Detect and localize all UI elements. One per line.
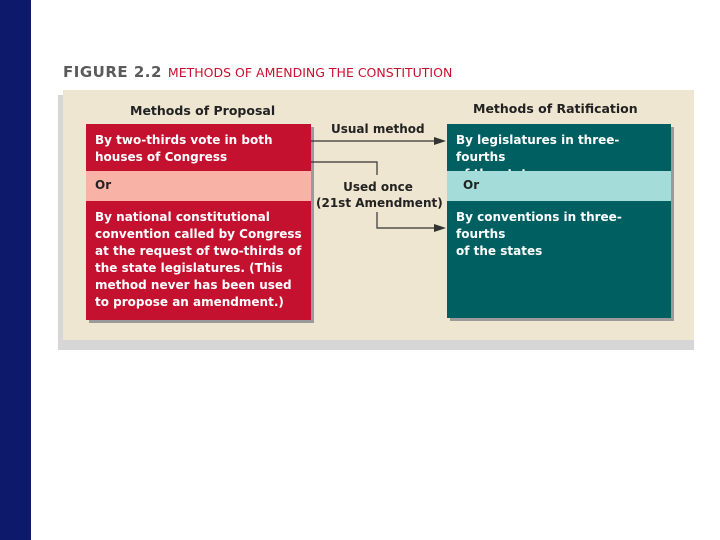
text-line: of the states [456, 244, 543, 258]
text-line: method never has been used [95, 278, 292, 292]
text-line: convention called by Congress [95, 227, 302, 241]
usual-method-label: Usual method [331, 122, 425, 136]
text-line: Used once [343, 180, 413, 194]
or-label: Or [95, 178, 112, 192]
text-line: houses of Congress [95, 150, 228, 164]
arrowhead-icon [434, 224, 446, 232]
proposal-heading: Methods of Proposal [130, 103, 276, 118]
or-label: Or [463, 178, 480, 192]
text-line: to propose an amendment.) [95, 295, 284, 309]
ratification-heading: Methods of Ratification [473, 101, 638, 116]
text-line: By national constitutional [95, 210, 270, 224]
arrowhead-icon [434, 137, 446, 145]
once-arrow-upper [311, 162, 377, 175]
text-line: at the request of two-thirds of [95, 244, 302, 258]
text-line: (21st Amendment) [316, 196, 443, 210]
text-line: the state legislatures. (This [95, 261, 283, 275]
text-line: By legislatures in three-fourths [456, 133, 620, 164]
figure-caption: METHODS OF AMENDING THE CONSTITUTION [167, 65, 453, 80]
once-arrow-lower [377, 212, 436, 228]
text-line: By two-thirds vote in both [95, 133, 273, 147]
text-line: By conventions in three-fourths [456, 210, 622, 241]
figure-number: FIGURE 2.2 [63, 63, 162, 81]
